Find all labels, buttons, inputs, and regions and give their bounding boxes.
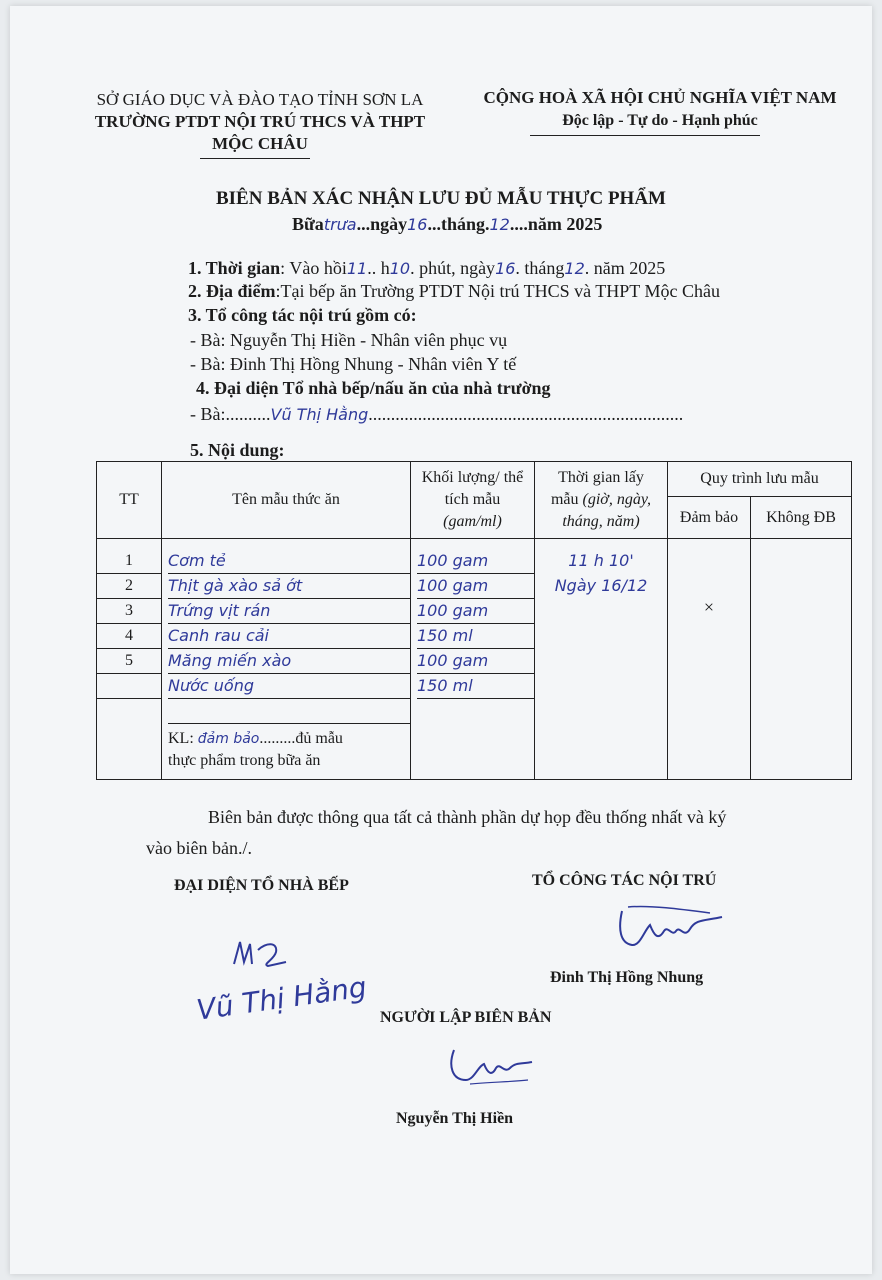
col-header-time-line1: Thời gian lấy <box>558 469 644 486</box>
notok-column-cell <box>751 539 852 780</box>
sample-table <box>96 461 852 780</box>
time-column-cell <box>535 539 668 780</box>
time-text-d: . tháng <box>515 258 565 278</box>
col-header-process: Quy trình lưu mẫu <box>668 462 852 497</box>
col-header-tt: TT <box>97 462 162 539</box>
mass-2: 100 gam <box>417 574 534 599</box>
food-name-4: Canh rau cải <box>168 624 410 649</box>
boarding-signature-image <box>610 901 740 961</box>
boarding-sign-title: TỔ CÔNG TÁC NỘI TRÚ <box>532 872 717 889</box>
col-header-time-line2a: mẫu <box>550 491 583 508</box>
food-name-7 <box>168 699 410 724</box>
mass-5: 100 gam <box>417 649 534 674</box>
col-header-notok: Không ĐB <box>751 497 852 539</box>
section-content-label: 5. Nội dung: <box>190 440 285 460</box>
conclusion-prefix: KL: <box>168 730 198 747</box>
section-time-label: 1. Thời gian <box>188 258 281 278</box>
food-name-5: Măng miến xào <box>168 649 410 674</box>
closing-line2: vào biên bản./. <box>146 838 252 858</box>
section-time <box>188 258 665 279</box>
time-month: 12 <box>564 259 585 278</box>
kitchen-rep-line <box>190 404 683 425</box>
day-label: ...ngày <box>356 214 408 234</box>
time-minute: 10 <box>389 259 411 278</box>
time-text-e: . năm 2025 <box>584 258 666 278</box>
document-title: BIÊN BẢN XÁC NHẬN LƯU ĐỦ MẪU THỰC PHẨM <box>215 188 666 209</box>
col-header-ok: Đảm bảo <box>668 497 751 539</box>
col-header-mass <box>411 462 535 539</box>
school-name-line1: TRƯỜNG PTDT NỘI TRÚ THCS VÀ THPT <box>94 112 426 131</box>
conclusion-value: đảm bảo <box>197 731 260 747</box>
section-location-text: :Tại bếp ăn Trường PTDT Nội trú THCS và THPT Mộc Châu <box>275 281 720 301</box>
country-name: CỘNG HOÀ XÃ HỘI CHỦ NGHĨA VIỆT NAM <box>483 88 837 107</box>
conclusion-line2: thực phẩm trong bữa ăn <box>168 752 321 769</box>
mass-6: 150 ml <box>417 674 534 699</box>
kitchen-rep-prefix: - Bà:.......... <box>190 404 271 424</box>
mass-column-cell <box>411 539 535 780</box>
recorder-sign-name: Nguyễn Thị Hiền <box>396 1110 514 1127</box>
sample-time: 11 h 10' <box>568 551 634 570</box>
boarding-sign-name: Đinh Thị Hồng Nhung <box>550 969 704 986</box>
conclusion-suffix: .........đủ mẫu <box>259 730 343 747</box>
col-header-mass-line3: (gam/ml) <box>443 513 502 530</box>
mass-7 <box>417 699 534 779</box>
time-text-b: .. h <box>367 258 390 278</box>
col-header-time-line3: tháng, năm) <box>562 513 640 530</box>
tt-row-5: 5 <box>97 649 161 674</box>
mass-3: 100 gam <box>417 599 534 624</box>
time-hour: 11 <box>346 259 368 278</box>
meal-value: trưa <box>323 215 357 234</box>
mass-4: 150 ml <box>417 624 534 649</box>
conclusion <box>168 724 410 772</box>
food-name-6: Nước uống <box>168 674 410 699</box>
tt-row-7 <box>97 699 161 755</box>
year-label: ....năm 2025 <box>509 214 603 234</box>
team-member-2: - Bà: Đinh Thị Hồng Nhung - Nhân viên Y tế <box>190 354 517 374</box>
meal-prefix: Bữa <box>292 214 324 234</box>
ministry-name: SỞ GIÁO DỤC VÀ ĐÀO TẠO TỈNH SƠN LA <box>96 90 424 109</box>
kitchen-sign-title: ĐẠI DIỆN TỔ NHÀ BẾP <box>174 877 349 894</box>
mass-1: 100 gam <box>417 549 534 574</box>
section-kitchen-label: 4. Đại diện Tổ nhà bếp/nấu ăn của nhà trường <box>196 378 551 398</box>
school-name-line2: MỘC CHÂU <box>212 134 308 153</box>
col-header-time-line2b: (giờ, ngày, <box>582 491 652 508</box>
ok-column-cell <box>668 539 751 780</box>
closing-line1: Biên bản được thông qua tất cả thành phần dự họp đều thống nhất và ký <box>208 807 727 827</box>
recorder-sign-title: NGƯỜI LẬP BIÊN BẢN <box>380 1009 552 1026</box>
kitchen-initials-image <box>226 934 306 974</box>
sample-date: Ngày 16/12 <box>554 576 648 595</box>
time-text-a: : Vào hồi <box>280 258 347 278</box>
kitchen-rep-dots: ...................................................................... <box>368 404 684 424</box>
col-header-mass-line1: Khối lượng/ thể <box>421 469 524 486</box>
section-team-label: 3. Tổ công tác nội trú gồm có: <box>188 305 417 325</box>
document-subtitle <box>292 214 602 235</box>
food-name-2: Thịt gà xào sả ớt <box>168 574 410 599</box>
tt-row-6 <box>97 674 161 699</box>
time-day: 16 <box>495 259 516 278</box>
recorder-signature-image <box>440 1042 540 1092</box>
section-location-label: 2. Địa điểm <box>188 281 276 301</box>
col-header-mass-line2: tích mẫu <box>444 491 501 508</box>
month-value: 12 <box>489 215 510 234</box>
kitchen-hand-name: Vũ Thị Hằng <box>194 970 369 1027</box>
motto: Độc lập - Tự do - Hạnh phúc <box>562 112 758 129</box>
food-name-1: Cơm tẻ <box>168 549 410 574</box>
header-left-underline <box>200 158 310 159</box>
tt-row-2: 2 <box>97 574 161 599</box>
col-header-time <box>535 462 668 539</box>
day-value: 16 <box>407 215 428 234</box>
ok-mark: × <box>703 597 715 617</box>
tt-row-4: 4 <box>97 624 161 649</box>
tt-row-3: 3 <box>97 599 161 624</box>
col-header-name: Tên mẫu thức ăn <box>162 462 411 539</box>
tt-column-cell <box>97 539 162 780</box>
food-name-3: Trứng vịt rán <box>168 599 410 624</box>
kitchen-rep-name: Vũ Thị Hằng <box>270 405 369 424</box>
name-column-cell <box>162 539 411 780</box>
section-location <box>188 281 720 302</box>
time-text-c: . phút, ngày <box>410 258 496 278</box>
tt-row-1: 1 <box>97 549 161 574</box>
document-page <box>10 6 872 1274</box>
month-label: ...tháng. <box>427 214 490 234</box>
header-right-underline <box>530 135 760 136</box>
team-member-1: - Bà: Nguyễn Thị Hiền - Nhân viên phục vụ <box>190 330 508 350</box>
